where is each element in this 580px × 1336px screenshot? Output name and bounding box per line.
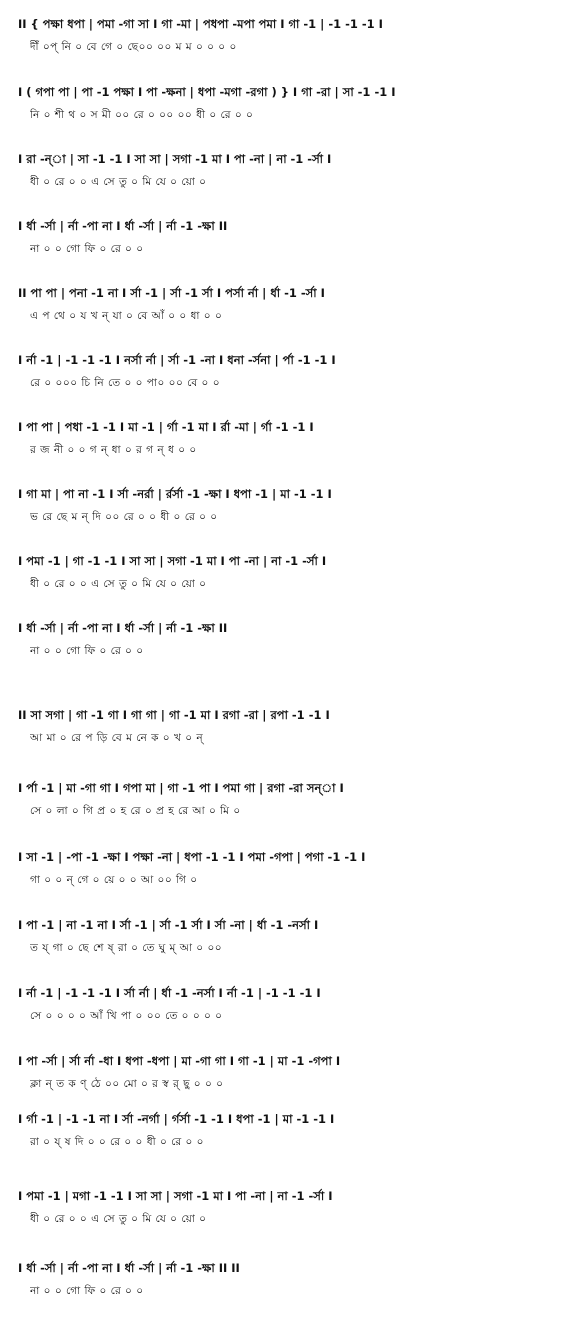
lyric-row: নি ০ শী থ ০ স মী ০০ রে ০ ০০ ০০ ধী ০ রে ০ ০ xyxy=(30,109,254,121)
swara-row: I র্গা -1 | -1 -1 না I র্সা -নর্গা | র্গর্সা -1 -1 I ধপা -1 | মা -1 -1 I xyxy=(18,1112,335,1126)
swara-row: I র্না -1 | -1 -1 -1 I র্সা র্না | র্ধা -1 -নর্সা I র্না -1 | -1 -1 -1 I xyxy=(18,986,321,1000)
swara-row: I র্ধা -র্সা | র্না -পা না I র্ধা -র্সা | র্না -1 -ক্ষা II xyxy=(18,621,228,635)
swara-row: II পা পা | পনা -1 না I র্সা -1 | র্সা -1 র্সা I পর্সা র্না | র্ধা -1 -র্সা I xyxy=(18,286,325,300)
swara-row: I সা -1 | -পা -1 -ক্ষা I পক্ষা -না | ধপা -1 -1 I পমা -গপা | পগা -1 -1 I xyxy=(18,850,366,864)
swara-row: II সা সগা | গা -1 গা I গা গা | গা -1 মা I রগা -রা | রপা -1 -1 I xyxy=(18,708,330,722)
lyric-row: ধী ০ রে ০ ০ এ সে তু ০ মি যে ০ য়ো ০ xyxy=(30,578,207,590)
lyric-row: এ প থে ০ য খ ন্ যা ০ বে আঁ ০ ০ ধা ০ ০ xyxy=(30,310,223,322)
lyric-row: দীঁ ০প্ নি ০ বে গে ০ ছে০০ ০০ ম ম ০ ০ ০ ০ xyxy=(30,41,237,53)
swara-row: I পমা -1 | মগা -1 -1 I সা সা | সগা -1 মা I পা -না | না -1 -র্সা I xyxy=(18,1189,333,1203)
swara-row: I রা -ন্‌া | সা -1 -1 I সা সা | সগা -1 মা I পা -না | না -1 -র্সা I xyxy=(18,152,332,166)
lyric-row: গা ০ ০ ন্ গে ০ য়ে ০ ০ আ ০০ গি ০ xyxy=(30,874,198,886)
swara-row: I পা -র্সা | র্সা র্না -ধা I ধপা -ধপা | মা -গা গা I গা -1 | মা -1 -গপা I xyxy=(18,1054,341,1068)
swara-row: I র্না -1 | -1 -1 -1 I নর্সা র্না | র্সা -1 -না I ধনা -র্সনা | র্পা -1 -1 I xyxy=(18,353,336,367)
lyric-row: সে ০ লা ০ গি প্র ০ হ রে ০ প্র হ রে আ ০ মি ০ xyxy=(30,805,241,817)
swara-row: I পমা -1 | গা -1 -1 I সা সা | সগা -1 মা I পা -না | না -1 -র্সা I xyxy=(18,554,327,568)
lyric-row: রা ০ য্ ষ দি ০ ০ রে ০ ০ ধী ০ রে ০ ০ xyxy=(30,1136,204,1148)
swara-row: I ( গপা পা | পা -1 পক্ষা I পা -ক্ষনা | ধপা -মগা -রগা ) } I গা -রা | সা -1 -1 I xyxy=(18,85,396,99)
lyric-row: ক্লা ন্ ত ক ণ্ ঠে ০০ মো ০ র স্ব র্ ছু ০ ০ ০ xyxy=(30,1078,224,1090)
swara-row: I র্ধা -র্সা | র্না -পা না I র্ধা -র্সা | র্না -1 -ক্ষা II xyxy=(18,219,228,233)
lyric-row: ধী ০ রে ০ ০ এ সে তু ০ মি যে ০ য়ো ০ xyxy=(30,176,207,188)
lyric-row: র জ নী ০ ০ গ ন্ ধা ০ র গ ন্ ধ ০ ০ xyxy=(30,444,197,456)
swara-row: I র্ধা -র্সা | র্না -পা না I র্ধা -র্সা | র্না -1 -ক্ষা II II xyxy=(18,1261,240,1275)
lyric-row: রে ০ ০০০ চি নি তে ০ ০ পা০ ০০ বে ০ ০ xyxy=(30,377,221,389)
lyric-row: ত য্ গা ০ ছে শে ষ্ রা ০ তে ঘু ম্ আ ০ ০০ xyxy=(30,942,223,954)
swara-row: I গা মা | পা না -1 I র্সা -নর্রা | র্রর্সা -1 -ক্ষা I ধপা -1 | মা -1 -1 I xyxy=(18,487,332,501)
lyric-row: না ০ ০ গো ফি ০ রে ০ ০ xyxy=(30,1285,144,1297)
swara-row: I পা -1 | না -1 না I র্সা -1 | র্সা -1 র্সা I র্সা -না | র্ধা -1 -নর্সা I xyxy=(18,918,319,932)
swara-row: I র্পা -1 | মা -গা গা I গপা মা | গা -1 পা I পমা গা | রগা -রা সন্‌া I xyxy=(18,781,344,795)
lyric-row: আ মা ০ রে প ড়ি বে ম নে ক ০ খ ০ ন্ xyxy=(30,732,204,744)
swara-row: I পা পা | পধা -1 -1 I মা -1 | র্গা -1 মা I র্রা -মা | র্গা -1 -1 I xyxy=(18,420,314,434)
lyric-row: সে ০ ০ ০ ০ আঁ খি পা ০ ০০ তে ০ ০ ০ ০ xyxy=(30,1010,223,1022)
lyric-row: ধী ০ রে ০ ০ এ সে তু ০ মি যে ০ য়ো ০ xyxy=(30,1213,207,1225)
lyric-row: ভ রে ছে ম ন্ দি ০০ রে ০ ০ ধী ০ রে ০ ০ xyxy=(30,511,218,523)
swara-row: II { পক্ষা ধপা | পমা -গা সা I গা -মা | পধপা -মপা পমা I গা -1 | -1 -1 -1 I xyxy=(18,17,383,31)
lyric-row: না ০ ০ গো ফি ০ রে ০ ০ xyxy=(30,645,144,657)
lyric-row: না ০ ০ গো ফি ০ রে ০ ০ xyxy=(30,243,144,255)
